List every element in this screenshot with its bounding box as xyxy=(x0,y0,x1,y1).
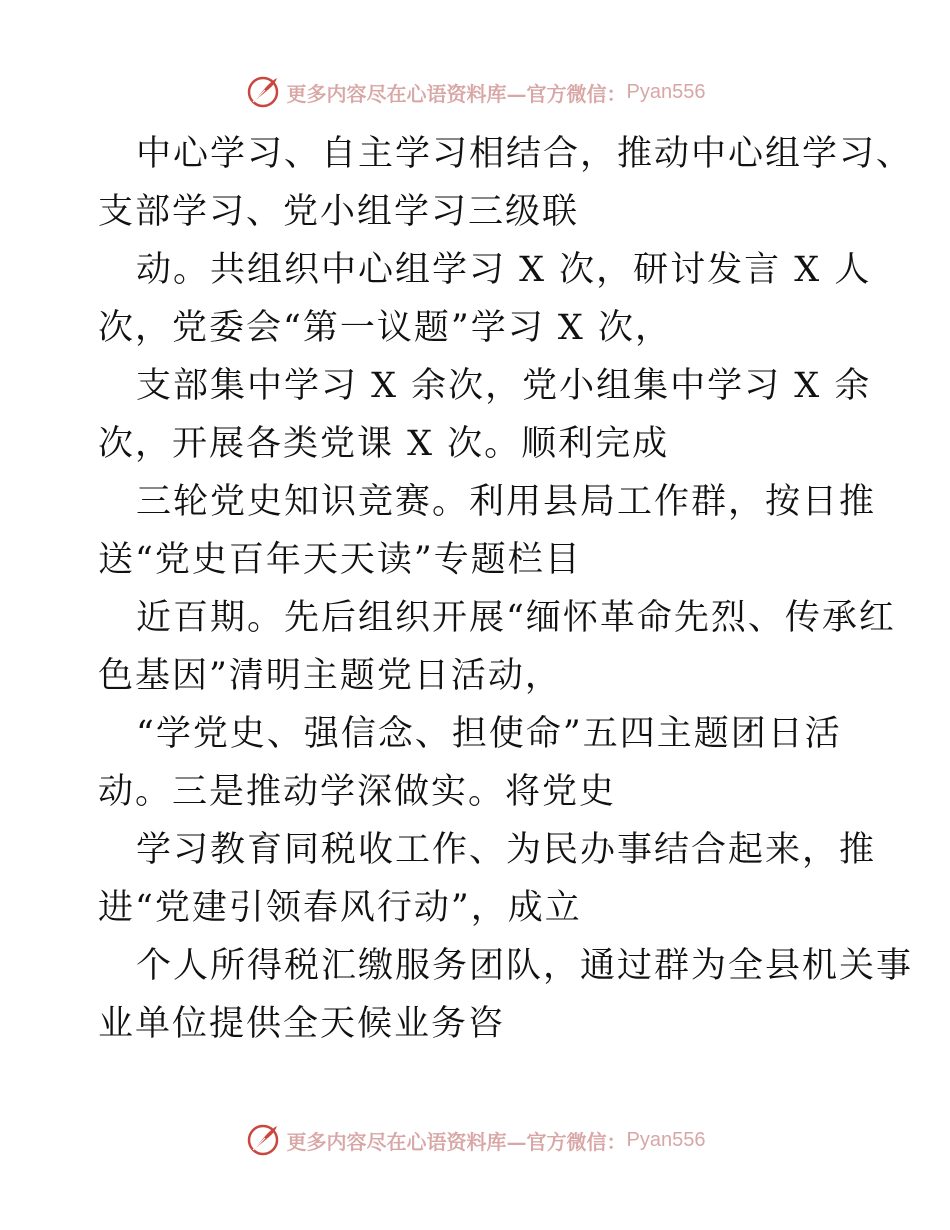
header-watermark xyxy=(0,72,950,112)
paragraph-line: 次，开展各类党课 X 次。顺利完成 xyxy=(98,424,670,464)
paragraph-line: 支部学习、党小组学习三级联 xyxy=(98,192,580,232)
paragraph xyxy=(98,241,872,357)
paragraph-line: 送“党史百年天天读”专题栏目 xyxy=(98,540,582,580)
quill-pen-circle-icon xyxy=(245,74,281,110)
footer-watermark xyxy=(0,1120,950,1160)
paragraph-line: 中心学习、自主学习相结合，推动中心组学习、 xyxy=(136,134,914,174)
paragraph-line: 动。三是推动学深做实。将党史 xyxy=(98,772,617,812)
paragraph-line: 近百期。先后组织开展“缅怀革命先烈、传承红 xyxy=(136,598,896,638)
watermark-text: 更多内容尽在心语资料库—官方微信： xyxy=(286,1129,627,1154)
paragraph-line: “学党史、强信念、担使命”五四主题团日活 xyxy=(136,714,842,754)
paragraph-line: 个人所得税汇缴服务团队，通过群为全县机关事 xyxy=(136,946,914,986)
paragraph xyxy=(98,357,872,473)
paragraph-line: 次，党委会“第一议题”学习 X 次， xyxy=(98,308,672,348)
paragraph-line: 支部集中学习 X 余次，党小组集中学习 X 余 xyxy=(136,366,872,406)
watermark-wechat-id: Pyan556 xyxy=(626,80,706,103)
document-body xyxy=(98,125,914,1053)
paragraph-line: 业单位提供全天候业务咨 xyxy=(98,1004,506,1044)
paragraph-line: 三轮党史知识竞赛。利用县局工作群，按日推 xyxy=(136,482,877,522)
paragraph xyxy=(98,473,877,589)
quill-pen-circle-icon xyxy=(245,1122,281,1158)
paragraph-line: 动。共组织中心组学习 X 次，研讨发言 X 人 xyxy=(136,250,872,290)
paragraph-line: 色基因”清明主题党日活动， xyxy=(98,656,562,696)
paragraph-line: 学习教育同税收工作、为民办事结合起来，推 xyxy=(136,830,877,870)
watermark-wechat-id: Pyan556 xyxy=(626,1128,706,1151)
paragraph xyxy=(98,937,914,1053)
paragraph-line: 进“党建引领春风行动”，成立 xyxy=(98,888,582,928)
paragraph xyxy=(98,125,914,241)
paragraph xyxy=(98,589,896,705)
paragraph xyxy=(98,821,877,937)
watermark-text: 更多内容尽在心语资料库—官方微信： xyxy=(286,81,627,106)
paragraph xyxy=(98,705,858,821)
